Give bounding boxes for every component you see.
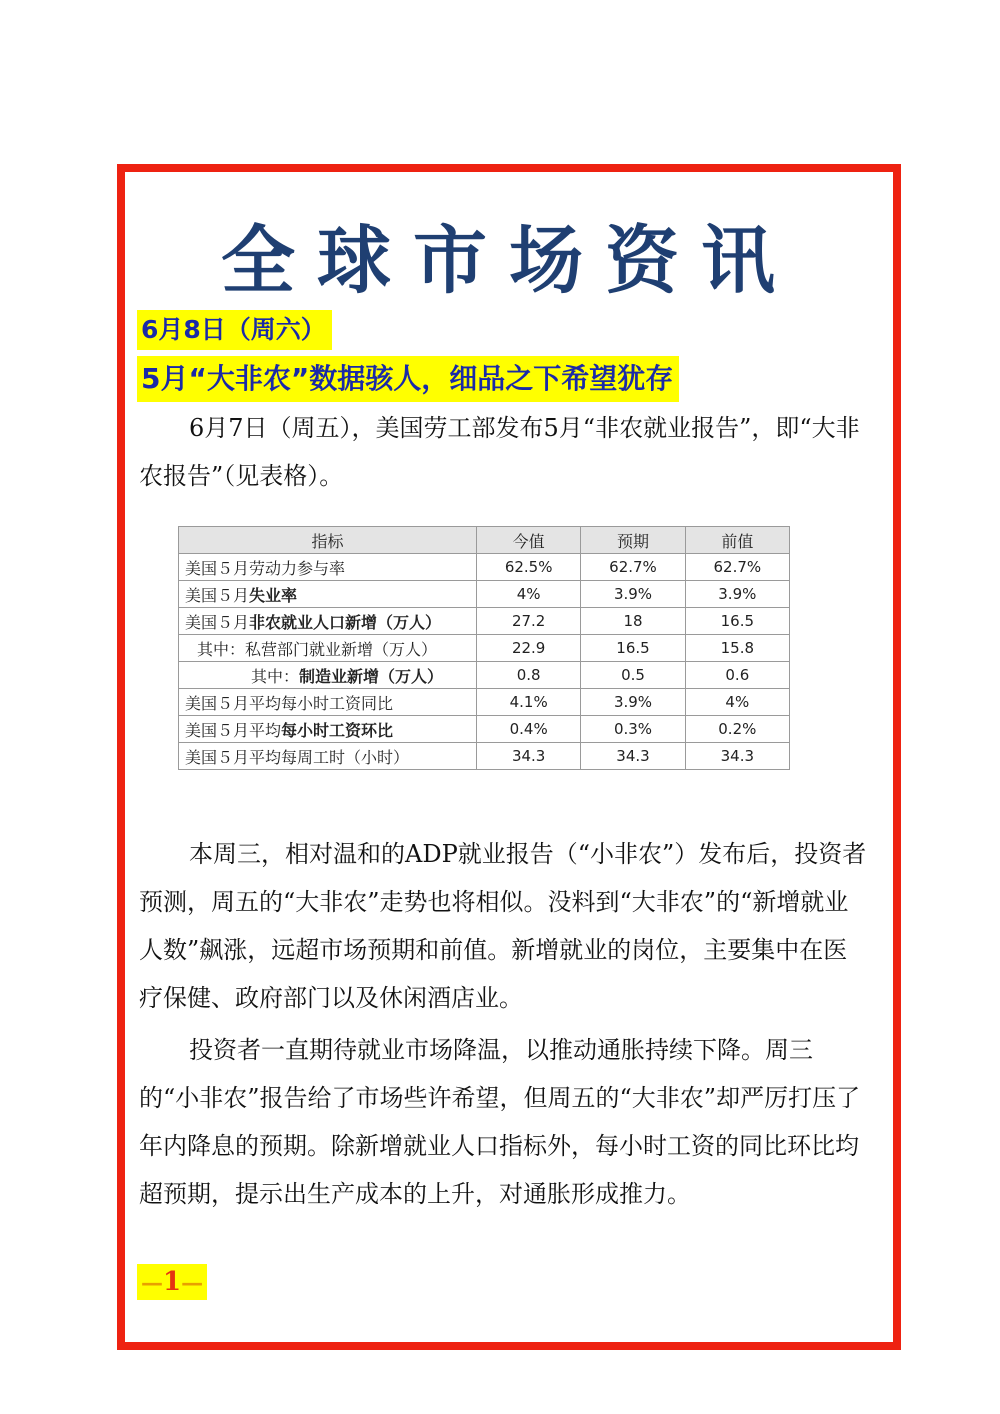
previous-value: 4% — [685, 689, 789, 716]
expected-value: 62.7% — [581, 554, 685, 581]
expected-value: 16.5 — [581, 635, 685, 662]
current-value: 4.1% — [477, 689, 581, 716]
current-value: 27.2 — [477, 608, 581, 635]
previous-value: 62.7% — [685, 554, 789, 581]
previous-value: 3.9% — [685, 581, 789, 608]
article-headline: 5月“大非农”数据骇人，细品之下希望犹存 — [137, 356, 679, 402]
page-border-frame — [117, 164, 901, 1350]
expected-value: 3.9% — [581, 581, 685, 608]
indicator-cell: 美国５月平均每小时工资同比 — [179, 689, 477, 716]
header-current: 今值 — [477, 527, 581, 554]
header-indicator: 指标 — [179, 527, 477, 554]
current-value: 0.8 — [477, 662, 581, 689]
indicator-cell: 美国５月平均每周工时（小时） — [179, 743, 477, 770]
paragraph-1: 6月7日（周五），美国劳工部发布5月“非农就业报告”，即“大非农报告”（见表格）。 — [139, 414, 860, 490]
expected-value: 34.3 — [581, 743, 685, 770]
expected-value: 18 — [581, 608, 685, 635]
nonfarm-data-table — [178, 526, 790, 770]
expected-value: 0.5 — [581, 662, 685, 689]
table-header-row — [179, 527, 790, 554]
indicator-cell: 美国５月非农就业人口新增（万人） — [179, 608, 477, 635]
article-date: 6月8日（周六） — [137, 310, 332, 350]
previous-value: 0.2% — [685, 716, 789, 743]
table-row — [179, 608, 790, 635]
header-previous: 前值 — [685, 527, 789, 554]
current-value: 22.9 — [477, 635, 581, 662]
indicator-cell: 其中：私营部门就业新增（万人） — [179, 635, 477, 662]
previous-value: 16.5 — [685, 608, 789, 635]
indicator-cell: 美国５月平均每小时工资环比 — [179, 716, 477, 743]
paragraph-3: 投资者一直期待就业市场降温，以推动通胀持续下降。周三的“小非农”报告给了市场些许希望，但周五的“大非农”却严厉打压了年内降息的预期。除新增就业人口指标外，每小时工资的同比环比均超预期，提示出生产成本的上升，对通胀形成推力。 — [139, 1036, 861, 1208]
previous-value: 34.3 — [685, 743, 789, 770]
current-value: 62.5% — [477, 554, 581, 581]
previous-value: 0.6 — [685, 662, 789, 689]
table-row — [179, 635, 790, 662]
indicator-cell: 其中：制造业新增（万人） — [179, 662, 477, 689]
previous-value: 15.8 — [685, 635, 789, 662]
page-number: —1— — [137, 1264, 207, 1300]
table-row — [179, 662, 790, 689]
current-value: 4% — [477, 581, 581, 608]
table-row — [179, 581, 790, 608]
indicator-cell: 美国５月劳动力参与率 — [179, 554, 477, 581]
expected-value: 0.3% — [581, 716, 685, 743]
paragraph-2: 本周三，相对温和的ADP就业报告（“小非农”）发布后，投资者预测，周五的“大非农”走势也将相似。没料到“大非农”的“新增就业人数”飙涨，远超市场预期和前值。新增就业的岗位，主要集中在医疗保健、政府部门以及休闲酒店业。 — [139, 840, 867, 1012]
table-row — [179, 554, 790, 581]
table-row — [179, 743, 790, 770]
expected-value: 3.9% — [581, 689, 685, 716]
table-row — [179, 716, 790, 743]
current-value: 0.4% — [477, 716, 581, 743]
indicator-cell: 美国５月失业率 — [179, 581, 477, 608]
current-value: 34.3 — [477, 743, 581, 770]
table-row — [179, 689, 790, 716]
header-expected: 预期 — [581, 527, 685, 554]
masthead-title: 全球市场资讯 — [221, 218, 797, 304]
